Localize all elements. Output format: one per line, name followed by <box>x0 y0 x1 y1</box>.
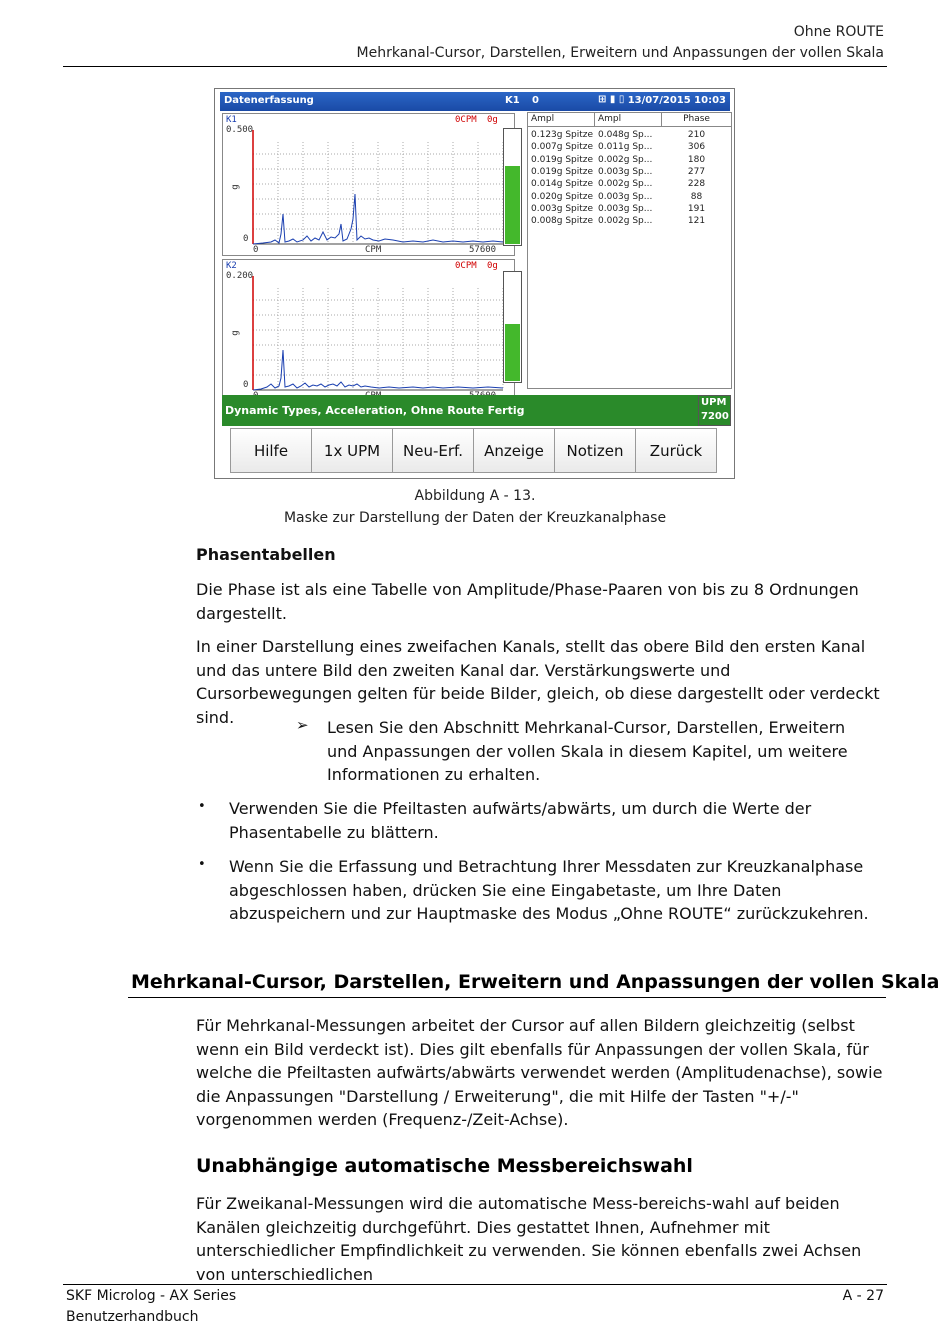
header-rule <box>63 66 887 67</box>
bullet-text-2: Wenn Sie die Erfassung und Betrachtung Ihrer Messdaten zur Kreuzkanalphase abgeschlossen haben, drücken Sie eine Eingabetaste, um Ihre Daten abzuspeichern und zur Hauptmaske des Modus „Ohne ROUTE“ zurückzukehren. <box>229 857 869 923</box>
phase-table-cell-phase: 121 <box>687 216 706 227</box>
phase-paragraph-2: In einer Darstellung eines zweifachen Kanals, stellt das obere Bild den ersten Kanal und das untere Bild den zweiten Kanal dar. Verstärkungswerte und Cursorbewegungen gelten für beide Bilder, gleich, ob diese dargestellt oder verdeckt sind. <box>196 637 880 727</box>
bullet-text-1: Verwenden Sie die Pfeiltasten aufwärts/abwärts, um durch die Werte der Phasentabelle zu blättern. <box>229 799 812 842</box>
phase-table-cell-ampl: 0.019g Spitze <box>531 166 594 177</box>
phase-table-cell-ampl: 0.003g Sp... <box>598 191 653 202</box>
arrow-bullet-marker: ➢ <box>296 716 309 734</box>
phase-table-row <box>528 203 731 215</box>
plot2-channel-label: K2 <box>226 261 237 271</box>
figure-caption: Maske zur Darstellung der Daten der Kreuzkanalphase <box>283 510 667 526</box>
level-meter-k1 <box>503 128 522 246</box>
section-rule <box>128 997 886 998</box>
phase-table-cell-ampl: 0.002g Sp... <box>598 154 653 165</box>
upm-label: UPM <box>701 397 727 408</box>
bullet-marker-1: • <box>198 799 206 814</box>
device-screenshot <box>214 88 735 479</box>
phase-table-row <box>528 215 731 227</box>
phase-table-cell-ampl: 0.008g Spitze <box>531 216 594 227</box>
phase-table-cell-ampl: 0.011g Sp... <box>598 142 653 153</box>
phase-table-cell-phase: 180 <box>687 154 706 165</box>
plot2-ylabel: g <box>230 330 241 336</box>
phase-table-header-ampl1: Ampl <box>528 113 595 127</box>
section-paragraph: Für Mehrkanal-Messungen arbeitet der Cursor auf allen Bildern gleichzeitig (selbst wenn ein Bild verdeckt ist). Dies gilt ebenfalls für Anpassungen der vollen Skala, für welche die Pfeiltasten aufwärts/abwärts verwendet werden (Amplitudenachse), sowie die Anpassungen "Darstellung / Erweiterung", die mit Hilfe der Tasten "+/-" vorgenommen werden (Frequenz-/Zeit-Achse). <box>196 1016 883 1129</box>
plot1-yzero: 0 <box>243 234 249 244</box>
phase-table-header-ampl2: Ampl <box>595 113 662 127</box>
header-section-label: Ohne ROUTE <box>793 24 884 40</box>
phase-table-cell-ampl: 0.002g Sp... <box>598 216 653 227</box>
phase-paragraph-1: Die Phase ist als eine Tabelle von Amplitude/Phase-Paaren von bis zu 8 Ordnungen dargestellt. <box>196 580 859 623</box>
status-bar <box>222 395 698 426</box>
softkey-anzeige[interactable]: Anzeige <box>473 428 555 473</box>
footer-doc-type: Benutzerhandbuch <box>66 1309 199 1325</box>
phase-table-cell-phase: 228 <box>687 179 706 190</box>
bullet-marker-2: • <box>198 857 206 872</box>
phase-table-cell-phase: 277 <box>687 166 706 177</box>
phase-table-cell-ampl: 0.002g Sp... <box>598 179 653 190</box>
phase-table[interactable] <box>527 112 732 389</box>
softkey-1x-upm[interactable]: 1x UPM <box>311 428 393 473</box>
device-status-icons: ⊞ ▮ ▯ <box>598 94 625 105</box>
phase-heading: Phasentabellen <box>196 545 336 564</box>
plot1-ylabel: g <box>230 184 241 190</box>
device-datetime: 13/07/2015 10:03 <box>627 95 726 106</box>
plot1-xstart: 0 <box>253 245 259 255</box>
phase-table-header-phase: Phase <box>662 113 731 127</box>
phase-table-row <box>528 141 731 153</box>
spectrum-plot-k1 <box>222 113 515 256</box>
device-channel: K1 <box>505 95 520 106</box>
status-text: Dynamic Types, Acceleration, Ohne Route Fertig <box>225 404 525 417</box>
plot1-ymax: 0.500 <box>226 125 254 135</box>
header-chapter-title: Mehrkanal-Cursor, Darstellen, Erweitern und Anpassungen der vollen Skala <box>356 45 884 61</box>
plot1-cursor: 0CPM <box>455 115 477 125</box>
subsection-paragraph: Für Zweikanal-Messungen wird die automatische Mess-bereichs-wahl auf beiden Kanälen gleichzeitig durchgeführt. Dies gestattet Ihnen, Aufnehmer mit unterschiedlicher Empfindlichkeit zu verwenden. Sie können ebenfalls zwei Achsen von unterschiedlichen <box>196 1194 862 1284</box>
phase-table-cell-ampl: 0.014g Spitze <box>531 179 594 190</box>
phase-table-cell-ampl: 0.123g Spitze <box>531 130 594 140</box>
level-meter-k2 <box>503 271 522 383</box>
section-title: Mehrkanal-Cursor, Darstellen, Erweitern und Anpassungen der vollen Skala <box>131 971 940 993</box>
phase-table-cell-ampl: 0.048g Sp... <box>598 130 653 140</box>
plot2-yzero: 0 <box>243 380 249 390</box>
phase-table-cell-ampl: 0.019g Spitze <box>531 154 594 165</box>
phase-table-cell-ampl: 0.007g Spitze <box>531 142 594 153</box>
subsection-title: Unabhängige automatische Messbereichswahl <box>196 1155 693 1177</box>
phase-table-cell-ampl: 0.003g Spitze <box>531 203 594 214</box>
level-meter-k1-fill <box>505 166 520 244</box>
plot1-xunit: CPM <box>365 245 382 255</box>
plot2-ymax: 0.200 <box>226 271 254 281</box>
plot2-cursor-value: 0g <box>487 261 498 271</box>
device-channel-value: 0 <box>532 95 539 106</box>
phase-table-row <box>528 166 731 178</box>
device-title: Datenerfassung <box>224 95 314 106</box>
softkey-zurueck[interactable]: Zurück <box>635 428 717 473</box>
phase-table-cell-phase: 306 <box>687 142 706 153</box>
spectrum-plot-k1-graph <box>223 114 516 257</box>
footer-rule <box>63 1284 887 1285</box>
phase-table-cell-phase: 88 <box>690 191 703 202</box>
phase-table-row <box>528 191 731 203</box>
plot1-cursor-value: 0g <box>487 115 498 125</box>
phase-table-cell-ampl: 0.003g Sp... <box>598 203 653 214</box>
phase-table-row <box>528 129 731 141</box>
footer-product: SKF Microlog - AX Series <box>66 1288 237 1304</box>
softkey-neu-erf[interactable]: Neu-Erf. <box>392 428 474 473</box>
spectrum-plot-k2-graph <box>223 260 516 403</box>
footer-page-number: A - 27 <box>842 1288 884 1304</box>
plot2-cursor: 0CPM <box>455 261 477 271</box>
softkey-notizen[interactable]: Notizen <box>554 428 636 473</box>
phase-table-cell-ampl: 0.003g Sp... <box>598 166 653 177</box>
phase-table-cell-ampl: 0.020g Spitze <box>531 191 594 202</box>
level-meter-k2-fill <box>505 324 520 381</box>
phase-table-cell-phase: 210 <box>687 130 706 140</box>
plot1-xend: 57600 <box>469 245 497 255</box>
softkey-hilfe[interactable]: Hilfe <box>230 428 312 473</box>
phase-table-row <box>528 154 731 166</box>
phase-table-cell-phase: 191 <box>687 203 706 214</box>
plot1-channel-label: K1 <box>226 115 237 125</box>
spectrum-plot-k2 <box>222 259 515 402</box>
device-title-bar <box>220 92 730 111</box>
upm-value: 7200 <box>701 411 729 422</box>
arrow-bullet-text: Lesen Sie den Abschnitt Mehrkanal-Cursor, Darstellen, Erweitern und Anpassungen der vollen Skala in diesem Kapitel, um weitere Informationen zu erhalten. <box>327 718 848 784</box>
phase-table-row <box>528 178 731 190</box>
figure-number: Abbildung A - 13. <box>414 488 536 504</box>
softkey-row <box>230 428 730 473</box>
upm-indicator <box>698 395 731 426</box>
